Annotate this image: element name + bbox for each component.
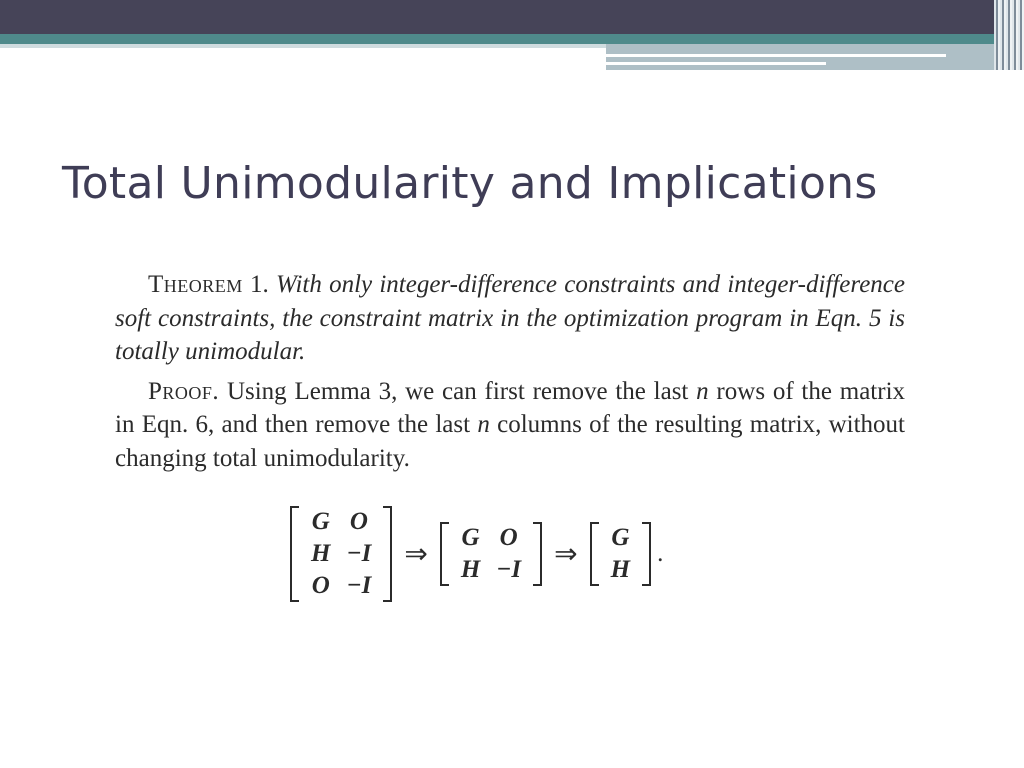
header-right-line-2 <box>606 62 826 65</box>
proof-text-1: Using Lemma 3, we can first remove the last <box>226 377 697 405</box>
theorem-text: With only integer-difference constraints and integer-difference soft constraints, the constraint matrix in the optimization program in Eqn. 5 is totally unimodular. <box>115 271 905 365</box>
header-bar <box>0 0 1024 34</box>
matrix-1-body <box>303 506 379 602</box>
matrix-2-body <box>453 522 529 586</box>
bracket-right <box>383 506 392 602</box>
matrix-2 <box>440 522 542 586</box>
proof-n-1: n <box>696 377 709 405</box>
matrix-cell: H <box>311 540 331 567</box>
matrix-cell: O <box>349 508 368 535</box>
matrix-cell: G <box>611 524 630 551</box>
matrix-3 <box>590 522 651 586</box>
equation-period: . <box>657 540 664 567</box>
matrix-cell: G <box>461 524 480 551</box>
matrix-1 <box>290 506 392 602</box>
matrix-cell: −I <box>346 540 372 567</box>
bracket-left <box>590 522 599 586</box>
matrix-cell: H <box>460 556 481 583</box>
proof-text-2: rows of the matrix in Eqn. 6, and then remove the last <box>115 377 906 438</box>
bracket-left <box>440 522 449 586</box>
bracket-right <box>533 522 542 586</box>
proof-label: Proof. <box>148 377 220 405</box>
bracket-left <box>290 506 299 602</box>
header-right-block <box>606 44 1024 70</box>
implies-arrow: ⇒ <box>404 539 428 570</box>
theorem-number: 1. <box>242 271 269 298</box>
slide-title: Total Unimodularity and Implications <box>62 158 878 209</box>
proof-paragraph <box>115 375 905 476</box>
proof-n-2: n <box>477 411 490 438</box>
slide-content <box>115 268 905 475</box>
matrix-cell: H <box>610 556 631 583</box>
theorem-paragraph <box>115 268 905 369</box>
matrix-equation <box>290 506 663 602</box>
header-stripes <box>994 0 1024 70</box>
matrix-cell: −I <box>346 572 372 599</box>
bracket-right <box>642 522 651 586</box>
proof-text-3: columns of the resulting matrix, without changing total unimodularity. <box>115 411 905 472</box>
header-right-line <box>606 54 946 57</box>
matrix-cell: O <box>311 572 330 599</box>
matrix-cell: G <box>311 508 330 535</box>
matrix-cell: −I <box>496 556 522 583</box>
matrix-cell: O <box>499 524 518 551</box>
implies-arrow: ⇒ <box>554 539 578 570</box>
theorem-label: Theorem <box>148 271 243 298</box>
matrix-3-body <box>603 522 638 586</box>
header-accent-bar <box>0 34 1024 44</box>
